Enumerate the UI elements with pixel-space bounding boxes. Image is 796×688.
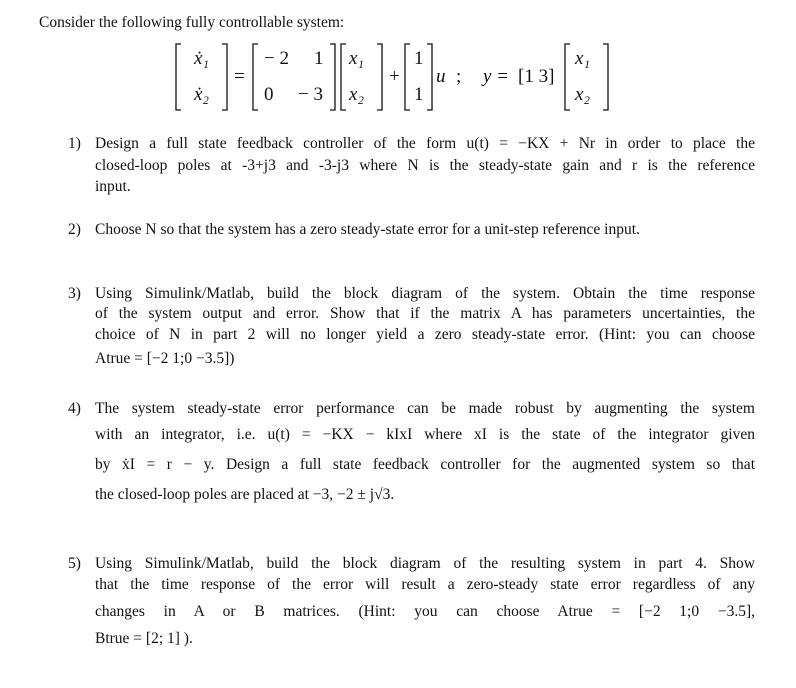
item-line: The system steady-state error performance can be made robust by augmenting the system <box>95 400 755 417</box>
a11: − 2 <box>264 48 289 69</box>
plus-sign: + <box>389 66 400 87</box>
c-matrix: [1 3] <box>518 66 555 87</box>
item-number: 4) <box>68 400 81 417</box>
x2: x₂ <box>349 84 365 105</box>
equals-sign: = <box>234 66 245 87</box>
xdot2: ẋ₂ <box>194 84 210 105</box>
item-line: that the time response of the error will result a zero-steady state error regardless of any <box>95 576 755 593</box>
semicolon: ; <box>456 66 462 87</box>
item-number: 2) <box>68 221 81 238</box>
item-line: Design a full state feedback controller of the form u(t) = −KX + Nr in order to place the <box>95 135 755 152</box>
intro-text: Consider the following fully controllable system: <box>39 14 345 31</box>
item-line: Btrue = [2; 1] ). <box>95 630 193 647</box>
xdot1: ẋ₁ <box>194 48 210 69</box>
matrix-brackets <box>0 0 796 120</box>
item-number: 3) <box>68 285 81 302</box>
b2: 1 <box>414 84 424 105</box>
item-line: by ẋI = r − y. Design a full state feedback controller for the augmented system so that <box>95 456 755 473</box>
item-line: of the system output and error. Show that if the matrix A has parameters uncertainties, the <box>95 305 755 322</box>
a12: 1 <box>314 48 324 69</box>
item-number: 5) <box>68 555 81 572</box>
item-line: closed-loop poles at -3+j3 and -3-j3 where N is the steady-state gain and r is the reference <box>95 157 755 174</box>
item-line: with an integrator, i.e. u(t) = −KX − kIxI where xI is the state of the integrator given <box>95 426 755 443</box>
item-line: Choose N so that the system has a zero steady-state error for a unit-step reference input. <box>95 221 640 238</box>
b1: 1 <box>414 48 424 69</box>
y-x2: x₂ <box>575 84 591 105</box>
item-line: Atrue = [−2 1;0 −3.5]) <box>95 350 235 367</box>
item-line: the closed-loop poles are placed at −3, −2 ± j√3. <box>95 486 395 503</box>
item-line: changes in A or B matrices. (Hint: you can choose Atrue = [−2 1;0 −3.5], <box>95 603 755 620</box>
y-lhs: y = <box>483 66 510 87</box>
a21: 0 <box>264 84 274 105</box>
item-line: choice of N in part 2 will no longer yield a zero steady-state error. (Hint: you can choose <box>95 326 755 343</box>
item-line: input. <box>95 178 131 195</box>
item-number: 1) <box>68 135 81 152</box>
y-x1: x₁ <box>575 48 591 69</box>
u-symbol: u <box>436 66 446 87</box>
item-line: Using Simulink/Matlab, build the block diagram of the resulting system in part 4. Show <box>95 555 755 572</box>
a22: − 3 <box>298 84 323 105</box>
item-line: Using Simulink/Matlab, build the block diagram of the system. Obtain the time response <box>95 285 755 302</box>
x1: x₁ <box>349 48 365 69</box>
